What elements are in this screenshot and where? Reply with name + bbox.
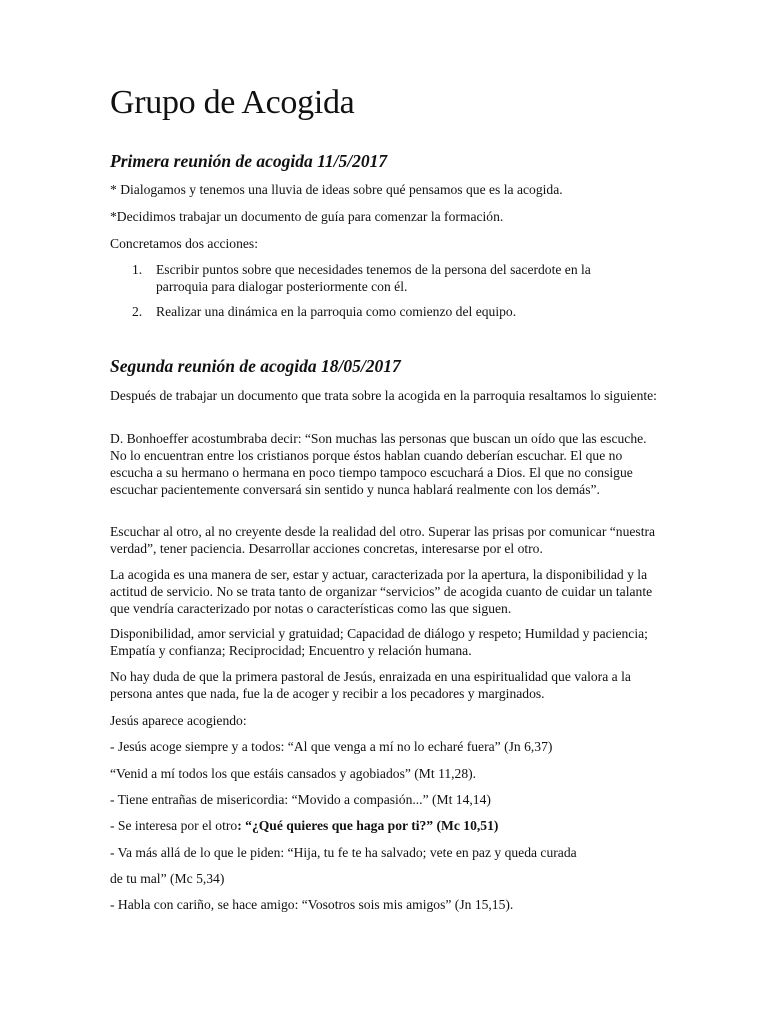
section-heading-primera-reunion: Primera reunión de acogida 11/5/2017	[110, 151, 388, 171]
paragraph: - Habla con cariño, se hace amigo: “Vosotros sois mis amigos” (Jn 15,15).	[110, 897, 514, 912]
paragraph	[110, 817, 660, 834]
text-run: - Se interesa por el otro	[110, 818, 238, 833]
paragraph: Concretamos dos acciones:	[110, 236, 258, 251]
list-number: 1.	[132, 262, 143, 277]
paragraph: de tu mal” (Mc 5,34)	[110, 871, 225, 886]
paragraph: Después de trabajar un documento que trata sobre la acogida en la parroquia resaltamos lo siguiente:	[110, 388, 657, 403]
paragraph: Disponibilidad, amor servicial y gratuidad; Capacidad de diálogo y respeto; Humildad y paciencia; Empatía y confianza; Reciprocidad; Encuentro y relación humana.	[110, 626, 648, 658]
list-number: 2.	[132, 304, 143, 319]
bold-text-run: : “¿Qué quieres que haga por ti?” (Mc 10,51)	[237, 818, 499, 833]
paragraph: *Decidimos trabajar un documento de guía para comenzar la formación.	[110, 209, 504, 224]
paragraph: Jesús aparece acogiendo:	[110, 713, 247, 728]
paragraph: - Tiene entrañas de misericordia: “Movido a compasión...” (Mt 14,14)	[110, 792, 491, 807]
paragraph: Escuchar al otro, al no creyente desde la realidad del otro. Superar las prisas por comunicar “nuestra verdad”, tener paciencia. Desarrollar acciones concretas, interesarse por el otro.	[110, 524, 656, 556]
paragraph: No hay duda de que la primera pastoral de Jesús, enraizada en una espiritualidad que valora a la persona antes que nada, fue la de acoger y recibir a los pecadores y marginados.	[110, 669, 631, 701]
section-heading-segunda-reunion: Segunda reunión de acogida 18/05/2017	[110, 356, 401, 376]
document-title: Grupo de Acogida	[110, 84, 355, 121]
paragraph-quote-bonhoeffer: D. Bonhoeffer acostumbraba decir: “Son muchas las personas que buscan un oído que las escuche. No lo encuentran entre los cristianos porque éstos hablan cuando deberían escuchar. El que no escucha a su hermano o hermana en poco tiempo tampoco escuchará a Dios. El que no consigue escuchar pacientemente conversará sin sentido y nunca hablará realmente con los demás”.	[110, 431, 647, 497]
paragraph: “Venid a mí todos los que estáis cansados y agobiados” (Mt 11,28).	[110, 766, 477, 781]
list-text: Realizar una dinámica en la parroquia como comienzo del equipo.	[156, 304, 517, 319]
list-text: Escribir puntos sobre que necesidades tenemos de la persona del sacerdote en la parroquia para dialogar posteriormente con él.	[156, 262, 591, 294]
paragraph: - Jesús acoge siempre y a todos: “Al que venga a mí no lo echaré fuera” (Jn 6,37)	[110, 739, 553, 754]
paragraph: * Dialogamos y tenemos una lluvia de ideas sobre qué pensamos que es la acogida.	[110, 182, 563, 197]
paragraph: La acogida es una manera de ser, estar y actuar, caracterizada por la apertura, la disponibilidad y la actitud de servicio. No se trata tanto de organizar “servicios” de acogida cuanto de cuidar un talante que vendría caracterizado por notas o características como las que siguen.	[110, 567, 653, 616]
paragraph: - Va más allá de lo que le piden: “Hija, tu fe te ha salvado; vete en paz y queda curada	[110, 845, 577, 860]
